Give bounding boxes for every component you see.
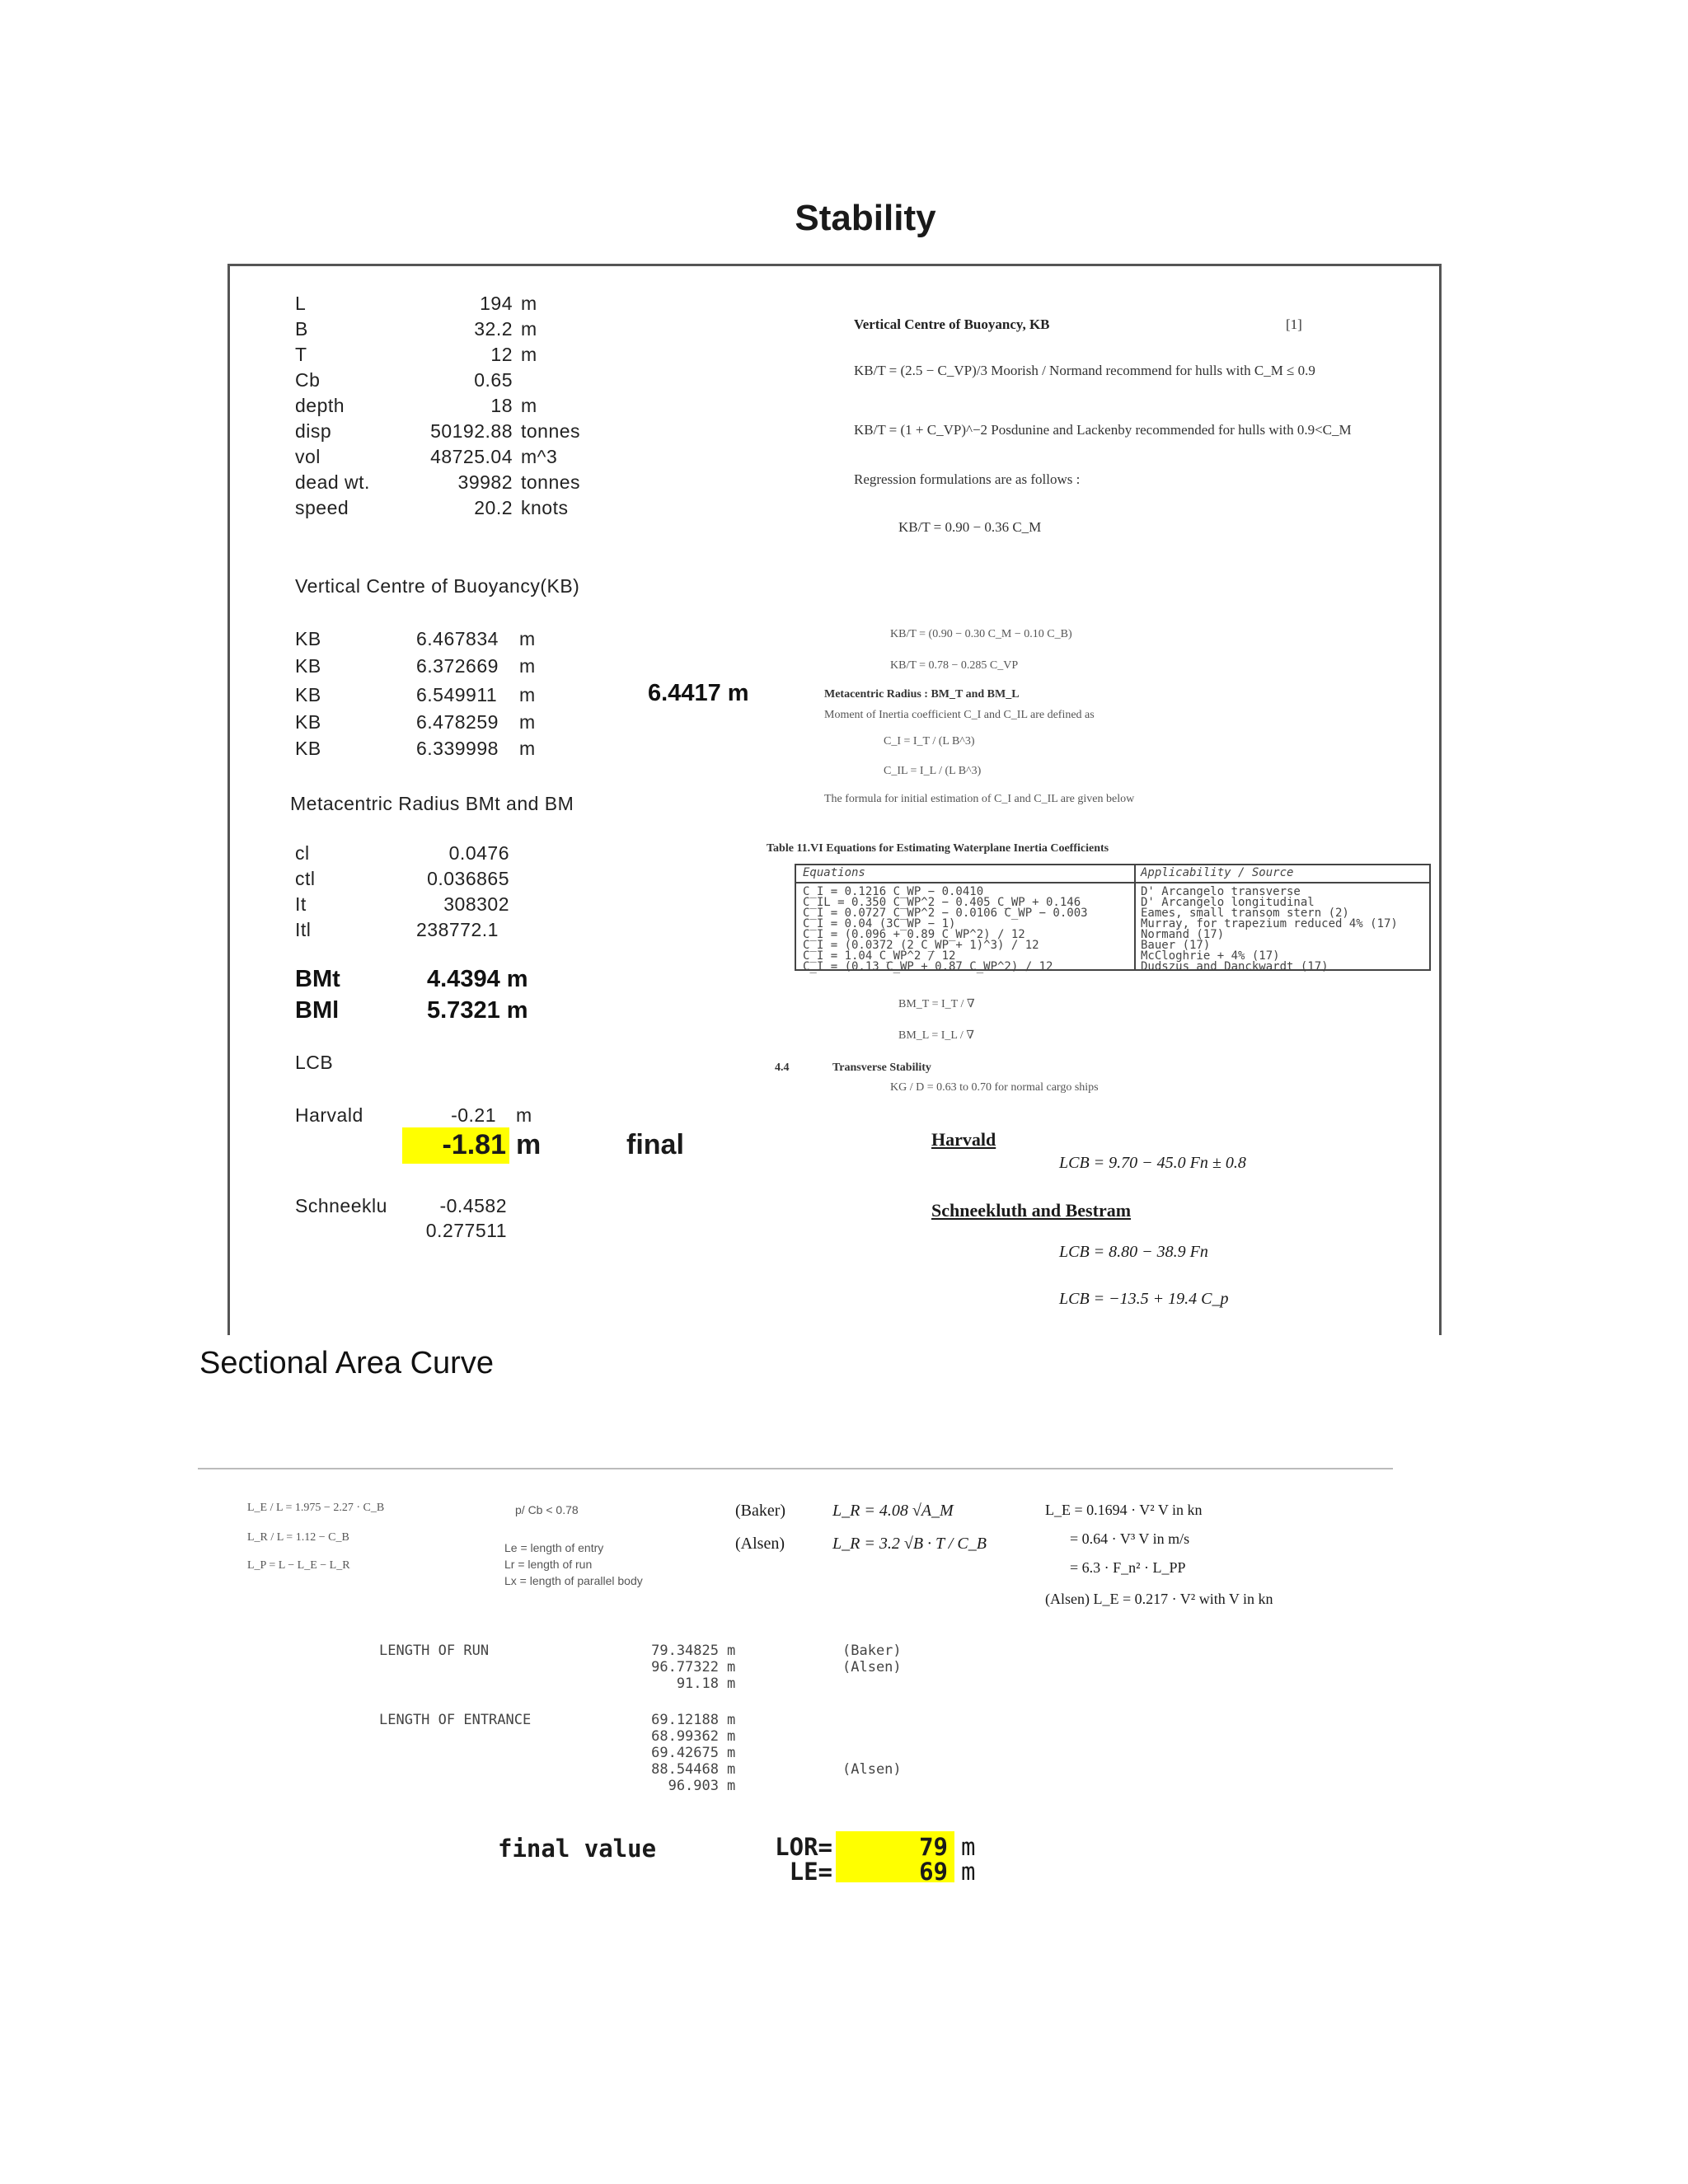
run-tag: (Alsen): [842, 1659, 902, 1675]
table-eq: C_I = 1.04 C_WP^2 / 12: [803, 949, 956, 963]
ref-kb-regress: Regression formulations are as follows :: [854, 471, 1081, 487]
sac-le-f4: (Alsen) L_E = 0.217 · V² with V in kn: [1045, 1591, 1273, 1607]
ref-schneek-title: Schneekluth and Bestram: [931, 1200, 1132, 1221]
kb-heading: Vertical Centre of Buoyancy(KB): [295, 575, 580, 597]
harvald-label: Harvald: [295, 1104, 363, 1126]
final-label: final: [626, 1129, 684, 1160]
run-label: LENGTH OF RUN: [379, 1643, 490, 1659]
table-eq: C_I = 0.1216 C_WP − 0.0410: [803, 885, 984, 898]
bm-label: It: [295, 893, 307, 915]
param-unit: tonnes: [521, 420, 581, 442]
param-label: dead wt.: [295, 471, 370, 493]
kb-value: 6.478259: [416, 711, 499, 733]
param-unit: m^3: [521, 446, 558, 467]
sac-le-f1: L_E = 0.1694 · V² V in kn: [1045, 1502, 1203, 1518]
ref-bm-f1: C_I = I_T / (L B^3): [884, 735, 975, 748]
bml-value: 5.7321 m: [427, 997, 528, 1024]
bm-value: 238772.1: [416, 919, 499, 940]
param-label: B: [295, 318, 308, 340]
ref-ts-title: Transverse Stability: [832, 1062, 931, 1074]
param-label: T: [295, 344, 307, 365]
kb-value: 6.372669: [416, 655, 499, 677]
sac-divider: [198, 1468, 1393, 1469]
ref-bm-f3: BM_T = I_T / ∇: [898, 998, 975, 1010]
entrance-unit: m: [727, 1761, 736, 1778]
sac-def3: Lx = length of parallel body: [504, 1574, 643, 1587]
entrance-value: 68.99362: [651, 1728, 719, 1745]
table-eq: C_I = 0.04 (3C_WP − 1): [803, 917, 956, 930]
sac-f1: L_E / L = 1.975 − 2.27 · C_B: [247, 1502, 385, 1514]
entrance-value: 69.12188: [651, 1712, 719, 1728]
kb-unit: m: [519, 711, 536, 733]
ref-kb-title: Vertical Centre of Buoyancy, KB: [854, 316, 1050, 332]
le-value: 69: [919, 1858, 948, 1886]
run-value: 96.77322: [651, 1659, 719, 1675]
param-label: disp: [295, 420, 332, 442]
entrance-unit: m: [727, 1712, 736, 1728]
bm-label: Itl: [295, 919, 312, 940]
sac-baker-f: L_R = 4.08 √A_M: [832, 1502, 954, 1520]
ref-bm-f4: BM_L = I_L / ∇: [898, 1029, 975, 1042]
inertia-table: [795, 864, 1431, 971]
param-label: L: [295, 293, 307, 314]
run-value: 91.18: [676, 1675, 719, 1692]
entrance-value: 88.54468: [651, 1761, 719, 1778]
param-value: 194: [480, 293, 513, 314]
entrance-label: LENGTH OF ENTRANCE: [379, 1712, 532, 1728]
run-value: 79.34825: [651, 1643, 719, 1659]
table-eq: C_IL = 0.350 C_WP^2 − 0.405 C_WP + 0.146: [803, 896, 1081, 909]
table-head-right: Applicability / Source: [1141, 866, 1294, 879]
schneek-value: -0.4582: [439, 1195, 507, 1216]
harvald-unit: m: [516, 1104, 532, 1126]
final-value-label: final value: [498, 1835, 657, 1863]
ref-ts-line: KG / D = 0.63 to 0.70 for normal cargo ships: [890, 1081, 1099, 1094]
table-src: Murray, for trapezium reduced 4% (17): [1141, 917, 1398, 930]
run-unit: m: [727, 1675, 736, 1692]
kb-label: KB: [295, 684, 321, 705]
table-eq: C_I = (0.096 + 0.89 C_WP^2) / 12: [803, 928, 1025, 941]
le-unit: m: [961, 1858, 976, 1886]
param-unit: m: [521, 318, 537, 340]
table-src: Dudszus and Danckwardt (17): [1141, 960, 1329, 973]
param-label: speed: [295, 497, 349, 518]
bm-value: 0.036865: [427, 868, 509, 889]
table-eq: C_I = (0.0372 (2 C_WP + 1)^3) / 12: [803, 939, 1039, 952]
param-value: 12: [490, 344, 513, 365]
ref-schneek-f1: LCB = 8.80 − 38.9 Fn: [1059, 1243, 1208, 1261]
ref-bm-note: The formula for initial estimation of C_I and C_IL are given below: [824, 793, 1135, 805]
kb-label: KB: [295, 655, 321, 677]
entrance-unit: m: [727, 1728, 736, 1745]
lcb-heading: LCB: [295, 1052, 334, 1073]
param-value: 48725.04: [430, 446, 513, 467]
harvald-value: -0.21: [451, 1104, 496, 1126]
table-src: D' Arcangelo longitudinal: [1141, 896, 1315, 909]
kb-value: 6.339998: [416, 738, 499, 759]
kb-unit: m: [519, 628, 536, 649]
table-src: D' Arcangelo transverse: [1141, 885, 1301, 898]
final-lcb-value: -1.81: [442, 1129, 506, 1160]
sac-def2: Lr = length of run: [504, 1558, 593, 1571]
bm-value: 0.0476: [448, 842, 509, 864]
ref-kb-f1: KB/T = (2.5 − C_VP)/3 Moorish / Normand recommend for hulls with C_M ≤ 0.9: [854, 363, 1315, 378]
page-title: Stability: [795, 198, 936, 238]
lor-label: LOR=: [775, 1833, 832, 1861]
entrance-value: 69.42675: [651, 1745, 719, 1761]
table-src: Normand (17): [1141, 928, 1225, 941]
table-eq: C_I = (0.13 C_WP + 0.87 C_WP^2) / 12: [803, 960, 1053, 973]
param-value: 18: [490, 395, 513, 416]
table-src: Bauer (17): [1141, 939, 1211, 952]
kb-label: KB: [295, 628, 321, 649]
run-tag: (Baker): [842, 1643, 902, 1659]
ref-harvald-f: LCB = 9.70 − 45.0 Fn ± 0.8: [1059, 1154, 1246, 1172]
param-unit: m: [521, 344, 537, 365]
final-lcb-unit: m: [516, 1129, 542, 1160]
bm-value: 308302: [443, 893, 509, 915]
param-label: depth: [295, 395, 345, 416]
bm-label: cl: [295, 842, 310, 864]
kb-unit: m: [519, 738, 536, 759]
ref-kb-f2: KB/T = (1 + C_VP)^−2 Posdunine and Lackenby recommended for hulls with 0.9<C_M: [854, 422, 1352, 438]
sac-f3: L_P = L − L_E − L_R: [247, 1559, 350, 1572]
le-label: LE=: [789, 1858, 832, 1886]
lor-unit: m: [961, 1833, 976, 1861]
sac-f2: L_R / L = 1.12 − C_B: [247, 1531, 349, 1544]
param-value: 32.2: [474, 318, 513, 340]
kb-label: KB: [295, 711, 321, 733]
sac-alsen-f: L_R = 3.2 √B · T / C_B: [832, 1535, 987, 1553]
bmt-label: BMt: [295, 966, 340, 992]
entrance-unit: m: [727, 1778, 736, 1794]
ref-kb-f3: KB/T = 0.90 − 0.36 C_M: [898, 519, 1042, 535]
table-eq: C_I = 0.0727 C_WP^2 − 0.0106 C_WP − 0.003: [803, 907, 1088, 920]
param-unit: tonnes: [521, 471, 581, 493]
param-unit: m: [521, 293, 537, 314]
ref-kb-cite: [1]: [1286, 316, 1302, 332]
param-label: vol: [295, 446, 321, 467]
kb-unit: m: [519, 684, 536, 705]
bm-heading: Metacentric Radius BMt and BM: [290, 793, 574, 814]
param-unit: m: [521, 395, 537, 416]
param-label: Cb: [295, 369, 321, 391]
sac-le-f2: = 0.64 · V³ V in m/s: [1070, 1530, 1190, 1547]
kb-average: 6.4417 m: [648, 680, 749, 706]
schneek-extra: 0.277511: [425, 1220, 507, 1241]
sac-heading: Sectional Area Curve: [199, 1346, 494, 1380]
run-unit: m: [727, 1643, 736, 1659]
kb-unit: m: [519, 655, 536, 677]
ref-ts-num: 4.4: [775, 1062, 790, 1074]
sac-baker-tag: (Baker): [735, 1502, 786, 1520]
bml-label: BMl: [295, 997, 340, 1024]
kb-label: KB: [295, 738, 321, 759]
kb-value: 6.467834: [416, 628, 499, 649]
entrance-tag: (Alsen): [842, 1761, 902, 1778]
entrance-unit: m: [727, 1745, 736, 1761]
table-src: Eames, small transom stern (2): [1141, 907, 1349, 920]
bm-label: ctl: [295, 868, 316, 889]
schneek-label: Schneeklu: [295, 1195, 387, 1216]
param-value: 39982: [457, 471, 513, 493]
ref-bm-title: Metacentric Radius : BM_T and BM_L: [824, 688, 1020, 701]
ref-kb-f4: KB/T = (0.90 − 0.30 C_M − 0.10 C_B): [890, 628, 1072, 640]
param-value: 20.2: [474, 497, 513, 518]
ref-table-title: Table 11.VI Equations for Estimating Waterplane Inertia Coefficients: [767, 842, 1109, 855]
lor-value: 79: [919, 1833, 948, 1861]
ref-harvald-title: Harvald: [931, 1129, 996, 1150]
sac-def1: Le = length of entry: [504, 1541, 604, 1554]
ref-schneek-f2: LCB = −13.5 + 19.4 C_p: [1059, 1290, 1229, 1308]
param-value: 0.65: [474, 369, 513, 391]
table-head-left: Equations: [803, 866, 865, 879]
bmt-value: 4.4394 m: [427, 966, 528, 992]
kb-value: 6.549911: [416, 684, 498, 705]
param-value: 50192.88: [430, 420, 513, 442]
run-unit: m: [727, 1659, 736, 1675]
sac-alsen-tag: (Alsen): [735, 1535, 785, 1553]
entrance-value: 96.903: [668, 1778, 719, 1794]
table-src: McCloghrie + 4% (17): [1141, 949, 1280, 963]
ref-bm-line: Moment of Inertia coefficient C_I and C_IL are defined as: [824, 709, 1095, 721]
ref-kb-f5: KB/T = 0.78 − 0.285 C_VP: [890, 659, 1019, 672]
sac-note: p/ Cb < 0.78: [515, 1503, 579, 1516]
param-unit: knots: [521, 497, 569, 518]
sac-le-f3: = 6.3 · F_n² · L_PP: [1070, 1559, 1186, 1576]
ref-bm-f2: C_IL = I_L / (L B^3): [884, 765, 982, 777]
